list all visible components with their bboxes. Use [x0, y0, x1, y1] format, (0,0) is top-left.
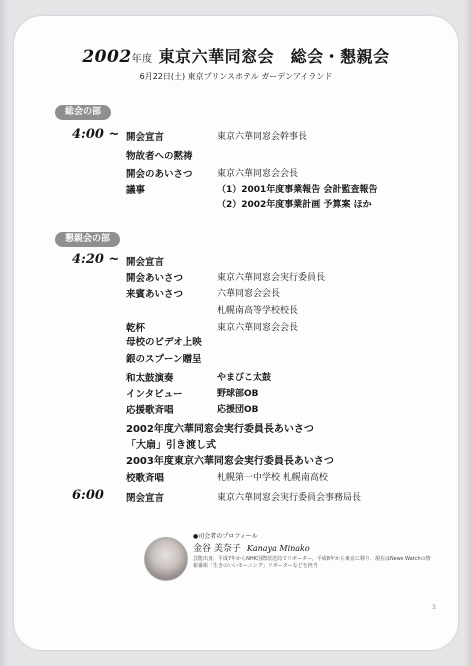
profile-text: 芸能出身。平成7年からNHK国際放送局でリポーター。平成8年から東京に移り、現在はNews Watchの情報番組「生きのいいモーニング」リポーターなどを担当 [193, 556, 431, 569]
program-detail: 東京六華同窓会実行委員長 [217, 273, 326, 283]
host-name [193, 541, 310, 554]
host-photo [144, 537, 188, 581]
program-row [0, 490, 472, 504]
program-detail: 野球部OB [217, 389, 259, 399]
program-item: 母校のビデオ上映 [126, 337, 202, 348]
program-item: 開会あいさつ [126, 273, 184, 284]
program-detail: 東京六華同窓会実行委員会事務局長 [217, 493, 362, 503]
program-item: 乾杯 [126, 323, 146, 334]
profile-heading: ●司会者のプロフィール [193, 533, 258, 540]
program-row [0, 452, 472, 466]
program-item: インタビュー [126, 389, 183, 400]
program-item: 校歌斉唱 [126, 473, 165, 484]
program-detail: （2）2002年度事業計画 予算案 ほか [217, 200, 372, 210]
host-name-japanese: 金谷 美奈子 [193, 544, 241, 554]
program-row [0, 254, 472, 268]
program-item: 開会宣言 [126, 132, 165, 143]
section-label-general-meeting: 総会の部 [55, 105, 111, 120]
host-name-roman: Kanaya Minako [246, 544, 310, 553]
program-item: 物故者への黙祷 [126, 151, 193, 162]
program-item: 和太鼓演奏 [126, 373, 174, 384]
program-item: 開会宣言 [126, 257, 165, 268]
program-row [0, 270, 472, 284]
program-detail: 東京六華同窓会会長 [217, 169, 299, 179]
program-row [0, 402, 472, 416]
program-detail: 東京六華同窓会会長 [217, 323, 299, 333]
program-item: 「大扇」引き渡し式 [126, 440, 216, 451]
program-item: 開会のあいさつ [126, 169, 193, 180]
event-date-venue: 6月22日(土) 東京プリンスホテル ガーデンアイランド [139, 72, 333, 81]
program-row [0, 286, 472, 300]
program-row [0, 420, 472, 434]
program-row [0, 197, 472, 211]
program-row [0, 303, 472, 317]
program-row [0, 470, 472, 484]
program-row [0, 436, 472, 450]
program-item: 閉会宣言 [126, 493, 165, 504]
program-row [0, 320, 472, 334]
program-item: 2003年度東京六華同窓会実行委員長あいさつ [126, 456, 334, 467]
program-detail: 応援団OB [217, 405, 259, 415]
program-row [0, 334, 472, 348]
program-row [0, 129, 472, 143]
program-item: 議事 [126, 185, 146, 196]
program-row [0, 386, 472, 400]
start-time: 4:00 ~ [72, 127, 120, 142]
title-nendo: 年度 [131, 54, 153, 65]
program-item: 来賓あいさつ [126, 289, 184, 300]
program-row [0, 182, 472, 196]
start-time: 4:20 ~ [72, 252, 120, 267]
program-item: 2002年度六華同窓会実行委員長あいさつ [126, 424, 314, 435]
program-row [0, 370, 472, 384]
program-detail: （1）2001年度事業報告 会計監査報告 [217, 185, 378, 195]
program-row [0, 351, 472, 365]
page-title [0, 44, 472, 67]
program-row [0, 148, 472, 162]
program-item: 銀のスプーン贈呈 [126, 354, 202, 365]
program-detail: 札幌南高等学校校長 [217, 306, 299, 316]
program-detail: 東京六華同窓会幹事長 [217, 132, 308, 142]
title-text: 東京六華同窓会 総会・懇親会 [158, 47, 390, 66]
closing-time: 6:00 [72, 488, 104, 503]
title-year: 2002 [82, 47, 132, 67]
program-detail: やまびこ太鼓 [217, 373, 272, 383]
section-label-reception: 懇親会の部 [55, 232, 120, 247]
page-number: 3 [432, 604, 436, 611]
program-item: 応援歌斉唱 [126, 405, 174, 416]
program-row [0, 166, 472, 180]
program-detail: 札幌第一中学校 札幌南高校 [217, 473, 328, 483]
program-detail: 六華同窓会会長 [217, 289, 281, 299]
